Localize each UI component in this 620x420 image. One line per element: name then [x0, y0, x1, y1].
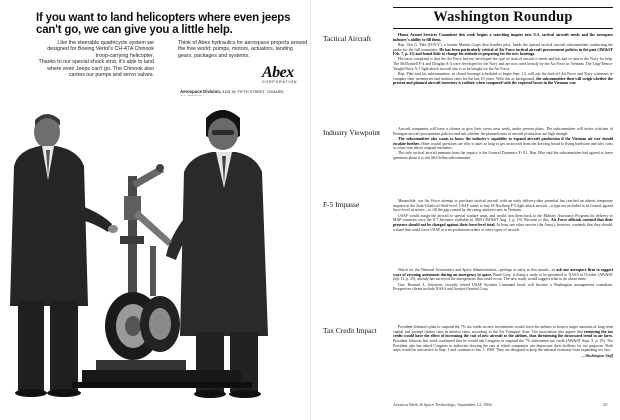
masthead-rule-bottom	[393, 28, 613, 29]
page-footer: Aviation Week & Space Technology, September 12, 1966	[393, 402, 492, 407]
section-heading-tactical-aircraft: Tactical Aircraft	[323, 34, 372, 43]
paragraph: Gen. Bernard A. Schriever, recently retired USAF Systems Command head, will become a Washington management consultant. Prospective clients include NASA and Aerojet-General Corp.	[393, 282, 613, 292]
washington-roundup-page	[310, 0, 620, 420]
paragraph: President Johnson's plan to suspend the 7% tax credit on new investments would force the airlines to borrow larger amounts of long-term capital and prompt further rises in interest rates, according to the Air Transport Assn. The association also argues that removing the tax credit would have the effect of increasing the cost of new aircraft to the airlines, thus threatening the downward trend in air fares. President Johnson last week confirmed that he would ask Congress to suspend the 7% investment tax credit (AW&ST Sept. 5, p. 25). The President also has asked Congress to authorize slowing the rate at which companies can depreciate their facilities for tax purposes. Both steps would be retroactive to Sept. 1 and continue to Jan. 1, 1968. They are designed to keep the national economy from expanding too fast.	[393, 325, 613, 353]
ad-address-line: Aerospace Division, 3151 W. FIFTH STREET, OXNARD,	[180, 89, 285, 94]
ad-copy-left-p1: Like the steerable quadricycle system we designed for Boeing Vertol's CH-47A Chinook troop-carrying helicopter.	[47, 40, 154, 59]
staff-signoff: —Washington Staff	[581, 353, 613, 358]
paragraph: USAF would assign the aircraft to special warfare units, and would turn them back to the Military Assistance Program for delivery to MAP countries once the A-7 becomes available in 1969 (AW&ST Aug. 1, p. 19). Because of this, Air Force officials contend that their presence should not be charged against their force-level total. At least one other service (the Army), however, contends that they should, a stand that could force USAF to trim production orders of other types of aircraft.	[393, 213, 613, 232]
ad-copy-left-p2: Thanks to our special shock strut, it's able to land where even Jeeps can't go. The Chinook also carries our pumps and servo valves.	[38, 59, 154, 79]
abex-logo: Abex	[262, 64, 294, 81]
section-heading-tax-credit-impact: Tax Credit Impact	[323, 326, 377, 335]
paragraph: Aircraft companies will have a chance to give their views next week, under present plans. The subcommittee will invite criticism of Pentagon aircraft procurement policies and ask whether the planned rates of aircraft production are high enough.	[393, 127, 613, 136]
paragraph: Watch for the National Aeronautics and Space Administration—perhaps as early as this month—to ask one aerospace firm to suggest ways of rescuing astronauts during an emergency in space. Rand Corp. is doing a study to be presented to NASA in October (AW&ST July 11, p. 25), already has surveyed the emergencies that could occur. The new study would suggest what to do about them.	[393, 268, 614, 282]
paragraph: Meanwhile, our Air Force attempt to purchase tactical aircraft with an early delivery-date potential has reached an almost temporary impasse at the Joint-Chiefs-of-Staff level. USAF wants to buy 65 Northrop F-5 light attack aircraft—a type not included in its formal, agreed force-level structure—to fill the gap caused by the rising attrition rates in Vietnam.	[393, 199, 613, 213]
section-body-industry-viewpoint	[393, 127, 613, 161]
page-number: 25	[603, 402, 608, 407]
paragraph: Rep. Pike said his subcommittee, in closed hearings scheduled to begin Sept. 14, will ask the lead-off Air Force and Navy witnesses to compare their inventories and attrition rates for the last 10 years. With this as background, the subcommittee then will weigh whether the present and planned aircraft inventory is realistic when compared with the expected losses in the Vietnam war.	[393, 72, 613, 86]
section-heading-industry-viewpoint: Industry Viewpoint	[323, 128, 381, 137]
ad-headline: If you want to land helicopters where even jeeps can't go, we can give you a little help.	[36, 12, 291, 36]
paragraph: The only tactical aircraft immune from the inquiry is the General Dynamics F-111. Rep. Pike said the subcommittee had agreed to leave questions about it to the McClellan subcommittee.	[393, 151, 613, 161]
paragraph: His basic complaint is that the Air Force has not developed the type of tactical aircraft it needs and has had to turn to the Navy for help. The McDonnell F-4 and Douglas A-4 were developed by the Navy and are now used heavily by the Air Force in Vietnam. The Ling-Temco-Vought/Navy A-7 light attack aircraft also is to be bought for the Air Force.	[393, 57, 613, 71]
ad-copy-right: Think of Abex hydraulics for aerospace projects around the free world: pumps, motors, actuators, landing gears, packages and systems.	[178, 40, 308, 59]
ad-photo-engineers-landing-gear	[0, 96, 310, 420]
paragraph: The subcommittee also wants to know the industry's capability to expand aircraft production if the Vietnam air war should escalate further. Other crucial questions are why it takes so long to get an aircraft from the drawing board to flying hardware and why costs so often soar above original estimates.	[393, 136, 613, 151]
paragraph: House Armed Services Committee this week begins a searching inquiry into U.S. tactical aircraft needs and the aerospace industry's ability to fill them.	[393, 33, 613, 42]
section-heading-f5-impasse: F-5 Impasse	[323, 200, 360, 209]
section-body-space-rescue	[393, 268, 613, 292]
masthead-title: Washington Roundup	[433, 9, 573, 25]
section-body-tactical-aircraft	[393, 33, 613, 87]
section-body-f5-impasse	[393, 199, 613, 233]
paragraph: Rep. Otis G. Pike (D-N.Y.), a former Marine Corps dive bomber pilot, heads the special tactical aircraft subcommittee conducting the probe for the full committee. He has been particularly critical of Air Force tactical aircraft procurement policies in the past (AW&ST Feb. 7, p. 21) and found little to change his attitude in preparing for the new hearings.	[393, 42, 613, 57]
ad-copy-left	[36, 40, 154, 78]
section-body-tax-credit-impact	[393, 325, 613, 358]
masthead-rule-top	[393, 7, 613, 8]
abex-logo-subtitle: CORPORATION	[262, 80, 298, 84]
